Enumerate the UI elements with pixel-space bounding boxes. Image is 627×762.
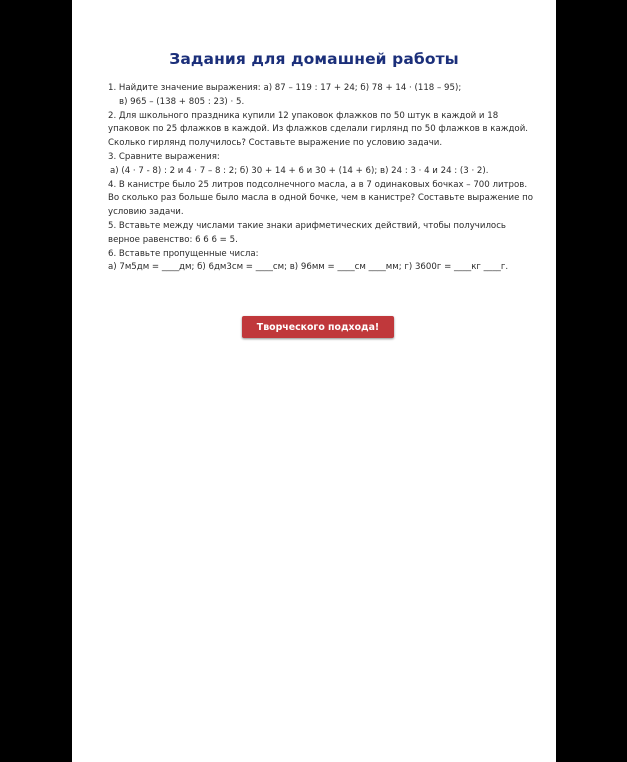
task-5-line-2: верное равенство: 6 6 6 = 5. — [108, 234, 238, 245]
task-4-line-3: условию задачи. — [108, 207, 184, 218]
task-list — [108, 82, 538, 275]
task-2-line-3: Сколько гирлянд получилось? Составьте выражение по условию задачи. — [108, 138, 443, 149]
task-3-heading: 3. Сравните выражения: — [108, 151, 220, 162]
task-6-line-1: а) 7м5дм = ____дм; б) 6дм3см = ____см; в) 96мм = ____см ____мм; г) 3600г = ____кг ____г. — [108, 262, 509, 273]
task-6-heading: 6. Вставьте пропущенные числа: — [108, 248, 259, 259]
page-title: Задания для домашней работы — [169, 50, 459, 68]
creative-approach-button[interactable]: Творческого подхода! — [242, 316, 394, 338]
task-2-line-2: упаковок по 25 флажков в каждой. Из флажков сделали гирлянд по 50 флажков в каждой. — [108, 124, 529, 135]
task-1-line-2: в) 965 – (138 + 805 : 23) · 5. — [119, 96, 245, 107]
task-2-line-1: 2. Для школьного праздника купили 12 упаковок флажков по 50 штук в каждой и 18 — [108, 110, 499, 121]
document-page — [72, 0, 556, 762]
task-4-line-2: Во сколько раз больше было масла в одной бочке, чем в канистре? Составьте выражение по — [108, 193, 534, 204]
task-5-line-1: 5. Вставьте между числами такие знаки арифметических действий, чтобы получилось — [108, 220, 506, 231]
task-1-line-1: 1. Найдите значение выражения: а) 87 – 119 : 17 + 24; б) 78 + 14 · (118 – 95); — [108, 83, 462, 93]
task-3-line-1: а) (4 · 7 - 8) : 2 и 4 · 7 – 8 : 2; б) 30 + 14 + 6 и 30 + (14 + 6); в) 24 : 3 · 4 и 24 : (3 · 2). — [110, 165, 489, 176]
task-4-line-1: 4. В канистре было 25 литров подсолнечного масла, а в 7 одинаковых бочках – 700 литров. — [108, 179, 528, 190]
